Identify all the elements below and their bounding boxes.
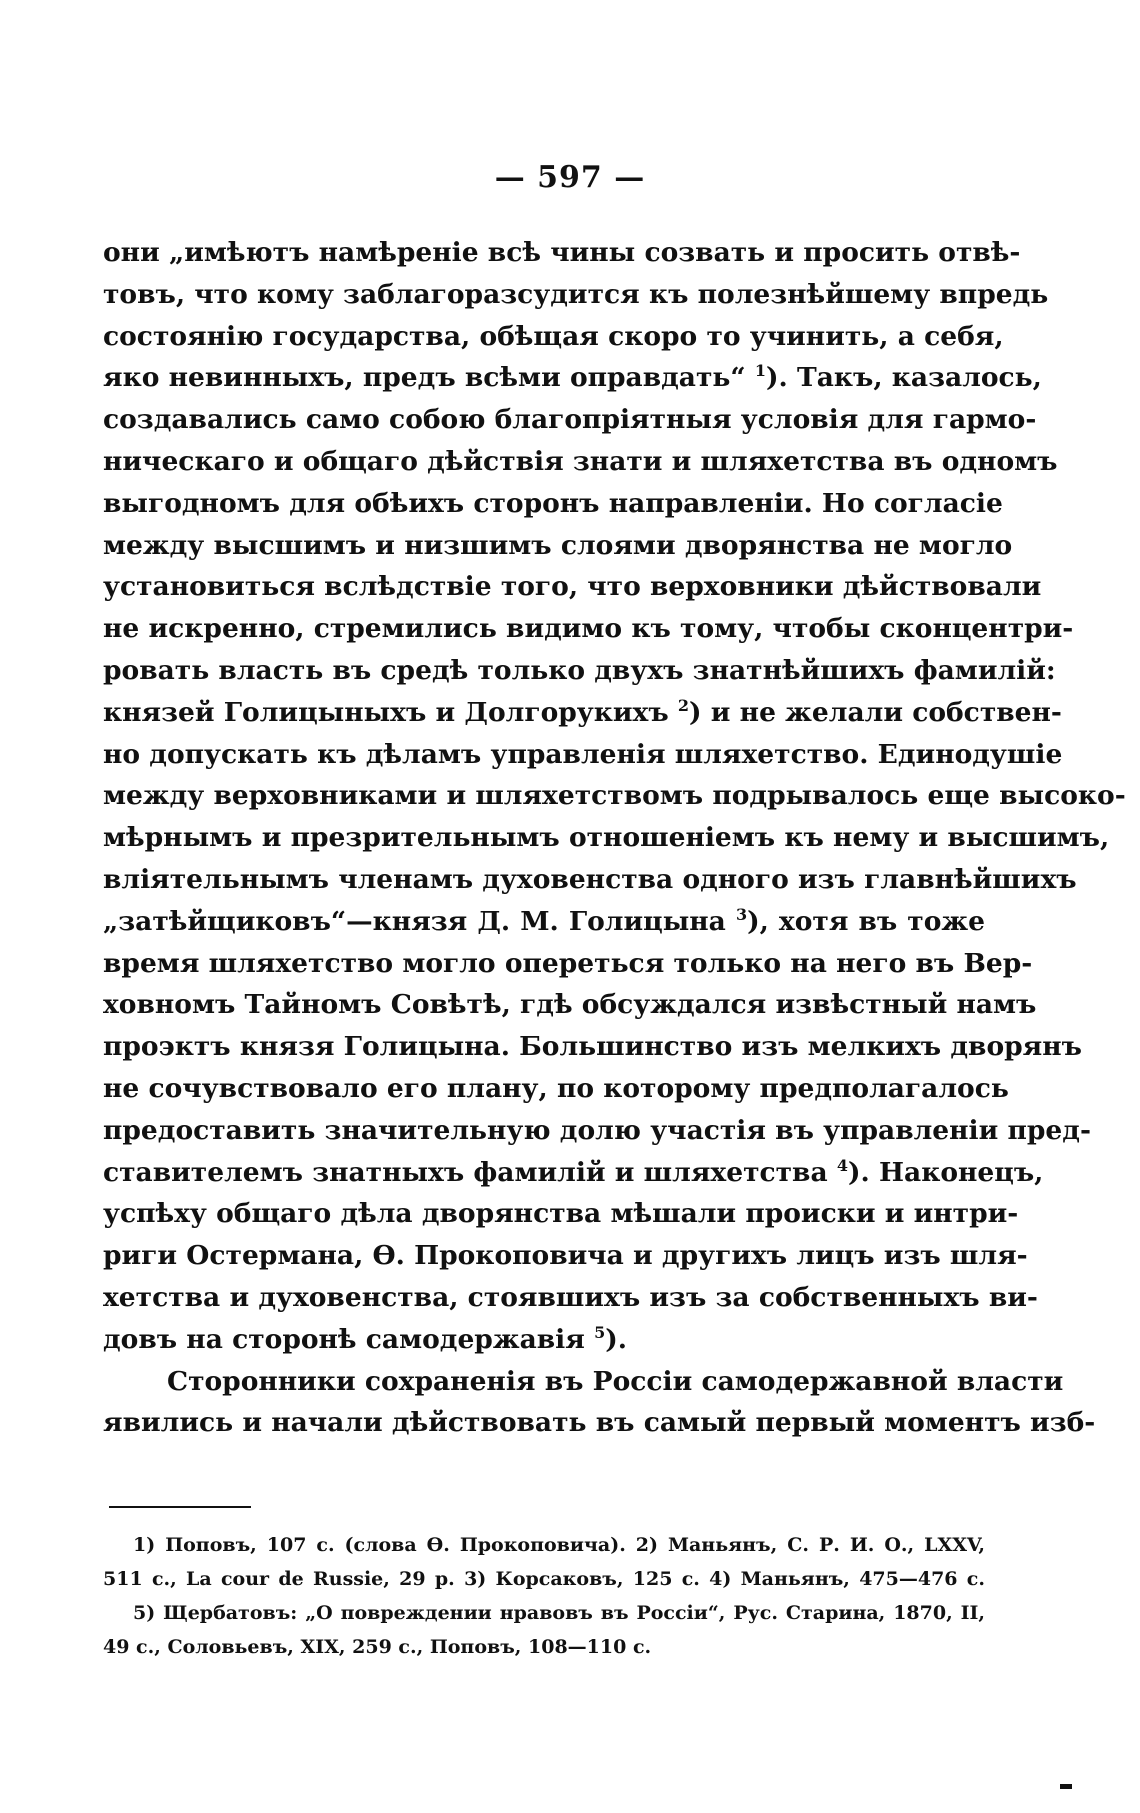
- text-fragment: князей Голицыныхъ и Долгорукихъ: [103, 696, 678, 728]
- text-fragment: „затѣйщиковъ“—князя Д. М. Голицына: [103, 905, 736, 937]
- footnote-line: 511 с., La cour de Russie, 29 р. 3) Корсаковъ, 125 с. 4) Маньянъ, 475—476 с.: [103, 1568, 985, 1590]
- text-fragment: ставителемъ знатныхъ фамилій и шляхетства: [103, 1156, 837, 1188]
- text-line: [103, 357, 1042, 399]
- text-fragment: яко невинныхъ, предъ всѣми оправдать“: [103, 362, 755, 394]
- text-fragment: ) и не желали собствен-: [689, 696, 1062, 728]
- footnote-ref-5: 5: [594, 1322, 606, 1342]
- text-line: не искренно, стремились видимо къ тому, чтобы сконцентри-: [103, 613, 1074, 645]
- text-line: ховномъ Тайномъ Совѣтѣ, гдѣ обсуждался извѣстный намъ: [103, 989, 1037, 1021]
- text-line: состоянію государства, обѣщая скоро то учинить, а себя,: [103, 320, 1004, 352]
- text-fragment: довъ на сторонѣ самодержавія: [103, 1323, 595, 1355]
- footnotes: [103, 1528, 985, 1664]
- print-mark: [1060, 1784, 1072, 1789]
- text-line: создавались само собою благопріятныя условія для гармо-: [103, 404, 1037, 436]
- text-fragment: ). Такъ, казалось,: [766, 362, 1042, 394]
- text-line: проэктъ князя Голицына. Большинство изъ мелкихъ дворянъ: [103, 1031, 1082, 1063]
- footnote-ref-1: 1: [754, 361, 766, 381]
- footnote-line: 1) Поповъ, 107 с. (слова Ѳ. Прокоповича). 2) Маньянъ, С. Р. И. О., LXXV,: [133, 1534, 985, 1556]
- text-line: [103, 1319, 985, 1361]
- text-line: [103, 901, 985, 943]
- text-line: успѣху общаго дѣла дворянства мѣшали происки и интри-: [103, 1198, 1019, 1230]
- text-line: вліятельнымъ членамъ духовенства одного изъ главнѣйшихъ: [103, 863, 1077, 895]
- text-line: риги Остермана, Ѳ. Прокоповича и другихъ лицъ изъ шля-: [103, 1240, 1028, 1272]
- footnote-ref-3: 3: [735, 904, 748, 924]
- text-line: они „имѣютъ намѣреніе всѣ чины созвать и просить отвѣ-: [103, 237, 1021, 268]
- footnote-ref-2: 2: [677, 695, 690, 715]
- text-line: ническаго и общаго дѣйствія знати и шляхетства въ одномъ: [103, 445, 1058, 477]
- footnote-separator: [109, 1506, 251, 1508]
- text-line: между высшимъ и низшимъ слоями дворянства не могло: [103, 529, 1013, 561]
- text-line: [103, 1152, 1044, 1194]
- text-fragment: ).: [605, 1323, 627, 1355]
- text-line: между верховниками и шляхетствомъ подрывалось еще высоко-: [103, 780, 1126, 812]
- page-number: — 597 —: [494, 160, 646, 195]
- text-fragment: ), хотя въ тоже: [747, 905, 985, 937]
- text-line: не сочувствовало его плану, по которому предполагалось: [103, 1072, 1009, 1104]
- text-line: явились и начали дѣйствовать въ самый первый моментъ изб-: [103, 1407, 1096, 1439]
- text-line: предоставить значительную долю участія въ управленіи пред-: [103, 1114, 1091, 1146]
- footnote-ref-4: 4: [836, 1155, 848, 1175]
- main-text: [103, 232, 1126, 1444]
- text-line: ровать власть въ средѣ только двухъ знатнѣйшихъ фамилій:: [103, 654, 1056, 686]
- text-line: [103, 692, 1062, 734]
- paragraph-start-line: Сторонники сохраненія въ Россіи самодержавной власти: [167, 1365, 1064, 1397]
- text-line: мѣрнымъ и презрительнымъ отношеніемъ къ нему и высшимъ,: [103, 822, 1110, 854]
- footnote-line: 5) Щербатовъ: „О повреждении нравовъ въ Россіи“, Рус. Старина, 1870, II,: [133, 1602, 985, 1624]
- text-line: время шляхетство могло опереться только на него въ Вер-: [103, 947, 1033, 979]
- text-line: товъ, что кому заблагоразсудится къ полезнѣйшему впредь: [103, 278, 1049, 310]
- text-line: но допускать къ дѣламъ управленія шляхетство. Единодушіе: [103, 738, 1063, 770]
- text-line: установиться вслѣдствіе того, что верховники дѣйствовали: [103, 571, 1042, 603]
- text-line: выгодномъ для обѣихъ сторонъ направленіи. Но согласіе: [103, 487, 1003, 519]
- text-line: хетства и духовенства, стоявшихъ изъ за собственныхъ ви-: [103, 1281, 1038, 1313]
- footnote-line: 49 с., Соловьевъ, XIX, 259 с., Поповъ, 108—110 с.: [103, 1636, 652, 1658]
- text-fragment: ). Наконецъ,: [848, 1156, 1044, 1188]
